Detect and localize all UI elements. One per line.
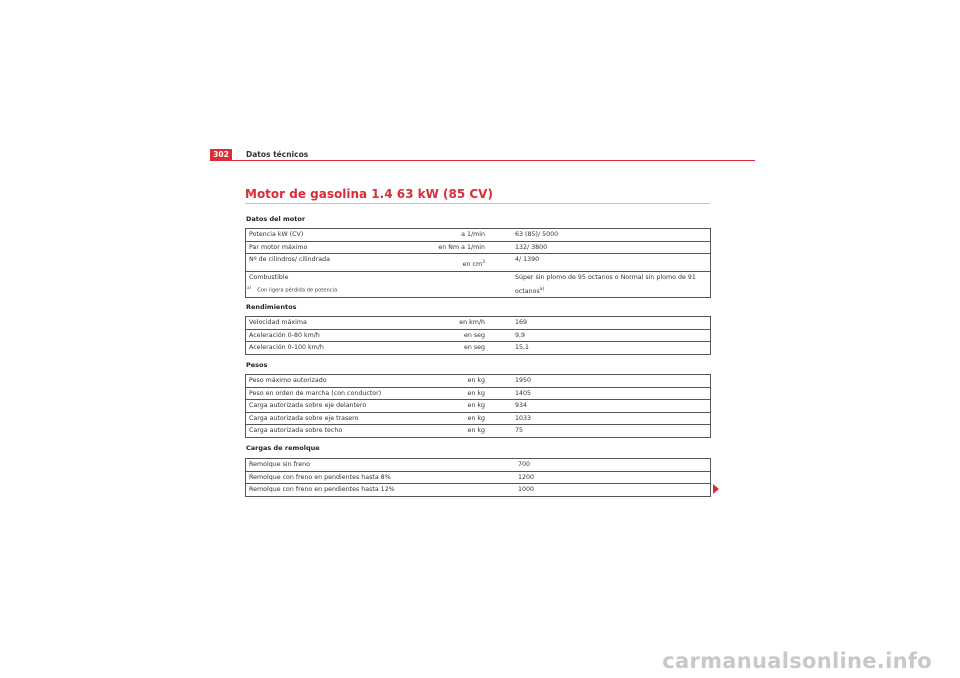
table-row [246, 375, 711, 388]
row-value: 1950 [489, 375, 711, 388]
table-row [246, 229, 711, 242]
row-value: 700 [492, 459, 711, 472]
row-value: 169 [489, 317, 711, 330]
table-row [246, 425, 711, 438]
table-row [246, 342, 711, 355]
row-label: Combustible [246, 272, 433, 298]
row-value: 934 [489, 400, 711, 413]
footnote-mark: a) [247, 285, 252, 290]
watermark: carmanualsonline.info [662, 649, 932, 673]
row-label: Peso máximo autorizado [246, 375, 433, 388]
table-row [246, 254, 711, 272]
row-unit: en Nm a 1/min [432, 241, 489, 254]
row-value: 15,1 [489, 342, 711, 355]
row-label: Peso en orden de marcha (con conductor) [246, 387, 433, 400]
next-page-arrow-icon[interactable] [713, 484, 719, 494]
row-value [489, 272, 711, 298]
page-number: 302 [210, 149, 232, 160]
row-label: Aceleración 0-80 km/h [246, 329, 433, 342]
row-label: Carga autorizada sobre techo [246, 425, 433, 438]
row-unit: en kg [432, 425, 489, 438]
header-divider [210, 160, 755, 161]
unit-superscript: 3 [482, 260, 485, 266]
row-label: Carga autorizada sobre eje trasero [246, 412, 433, 425]
row-label: Aceleración 0-100 km/h [246, 342, 433, 355]
unit-text: en cm [462, 261, 483, 269]
table-row [246, 329, 711, 342]
table-row [246, 471, 711, 484]
row-value: 75 [489, 425, 711, 438]
row-label: Remolque sin freno [246, 459, 493, 472]
row-unit: en seg [432, 342, 489, 355]
row-label: Nº de cilindros/ cilindrada [246, 254, 433, 272]
row-unit: en kg [432, 387, 489, 400]
footnote-ref: a) [539, 286, 545, 292]
row-label: Carga autorizada sobre eje delantero [246, 400, 433, 413]
row-unit: en kg [432, 375, 489, 388]
row-unit [432, 254, 489, 272]
section-title: Datos técnicos [246, 150, 309, 159]
table-row [246, 400, 711, 413]
row-value: 1033 [489, 412, 711, 425]
pesos-heading: Pesos [246, 361, 268, 369]
row-unit: en kg [432, 412, 489, 425]
row-label: Par motor máximo [246, 241, 433, 254]
table-row [246, 317, 711, 330]
title-divider [245, 203, 710, 204]
row-label: Remolque con freno en pendientes hasta 8% [246, 471, 493, 484]
row-unit [432, 272, 489, 298]
row-unit: a 1/min [432, 229, 489, 242]
row-value: 1405 [489, 387, 711, 400]
row-value: 132/ 3800 [489, 241, 711, 254]
row-value: 63 (85)/ 5000 [489, 229, 711, 242]
footnote-text: Con ligera pérdida de potencia [257, 287, 338, 294]
rendimientos-heading: Rendimientos [246, 303, 297, 311]
row-value: 9,9 [489, 329, 711, 342]
row-label: Remolque con freno en pendientes hasta 12% [246, 484, 493, 497]
remolque-heading: Cargas de remolque [246, 444, 320, 452]
row-unit: en seg [432, 329, 489, 342]
remolque-table [245, 458, 711, 497]
row-label: Potencia kW (CV) [246, 229, 433, 242]
row-value: 1200 [492, 471, 711, 484]
value-text: Súper sin plomo de 95 octanos o Normal sin plomo de 91 octanos [515, 274, 696, 295]
page-title: Motor de gasolina 1.4 63 kW (85 CV) [245, 187, 493, 201]
row-label: Velocidad máxima [246, 317, 433, 330]
row-unit: en km/h [432, 317, 489, 330]
footnote [247, 285, 337, 294]
table-row [246, 412, 711, 425]
table-row [246, 484, 711, 497]
table-row [246, 459, 711, 472]
row-unit: en kg [432, 400, 489, 413]
row-value: 4/ 1390 [489, 254, 711, 272]
table-row [246, 241, 711, 254]
motor-heading: Datos del motor [246, 215, 306, 223]
row-value: 1000 [492, 484, 711, 497]
rendimientos-table [245, 316, 711, 355]
pesos-table [245, 374, 711, 438]
table-row [246, 387, 711, 400]
